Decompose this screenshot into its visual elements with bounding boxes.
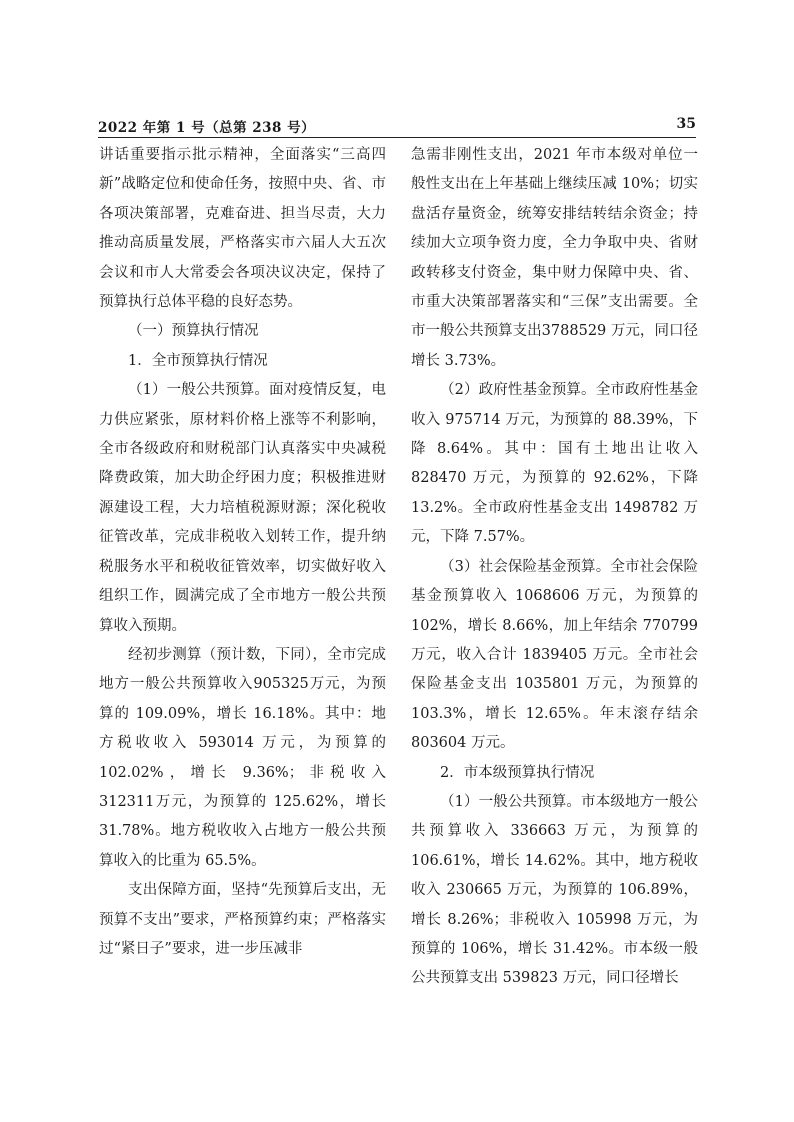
paragraph-fund-budget: （2）政府性基金预算。全市政府性基金收入 975714 万元，为预算的 88.39%，下降 8.64%。其中：国有土地出让收入828470 万元，为预算的 92.62%，下降13.2%。全市政府性基金支出 1498782 万元，下降 7.57%。 (411, 382, 698, 546)
section-heading-budget-execution: （一）预算执行情况 (128, 323, 259, 340)
right-column (411, 141, 698, 994)
paragraph-city-level-general-budget: （1）一般公共预算。市本级地方一般公共预算收入 336663 万元，为预算的106.61%，增长 14.62%。其中，地方税收收入 230665 万元，为预算的 106.89%，增长 8.26%；非税收入 105998 万元，为预算的 106%，增长 31.42%。市本级一般公共预算支出 539823 万元，同口径增长 (411, 793, 698, 987)
paragraph-social-insurance: （3）社会保险基金预算。全市社会保险基金预算收入 1068606 万元，为预算的102%，增长 8.66%，加上年结余 770799万元，收入合计 1839405 万元。全市社会保险基金支出 1035801 万元，为预算的103.3%，增长 12.65%。年末滚存结余803604 万元。 (411, 558, 698, 752)
paragraph-general-budget: （1）一般公共预算。面对疫情反复，电力供应紧张，原材料价格上涨等不利影响，全市各级政府和财税部门认真落实中央减税降费政策，加大助企纾困力度；积极推进财源建设工程，大力培植税源财源；深化税收征管改革，完成非税收入划转工作，提升纳税服务水平和税收征管效率，切实做好收入组织工作，圆满完成了全市地方一般公共预算收入预期。 (99, 382, 386, 634)
header-rule (98, 137, 696, 138)
paragraph-continuation: 讲话重要指示批示精神，全面落实“三高四新”战略定位和使命任务，按照中央、省、市各项决策部署，克难奋进、担当尽责，大力推动高质量发展，严格落实市六届人大五次会议和市人大常委会各项决议决定，保持了预算执行总体平稳的良好态势。 (99, 147, 386, 311)
subsection-heading-city-level: 2．市本级预算执行情况 (440, 764, 595, 781)
page-number: 35 (676, 116, 696, 132)
paragraph-expenditure: 支出保障方面，坚持“先预算后支出，无预算不支出”要求，严格预算约束；严格落实过“紧日子”要求，进一步压减非 (99, 882, 386, 957)
issue-label: 2022 年第 1 号（总第 238 号） (98, 120, 316, 136)
left-column (99, 141, 386, 964)
paragraph-revenue-estimate: 经初步测算（预计数，下同），全市完成地方一般公共预算收入905325万元，为预算的 109.09%，增长 16.18%。其中：地方税收收入 593014 万元，为预算的102.02%，增长 9.36%；非税收入 312311万元，为预算的 125.62%，增长 31.78%。地方税收收入占地方一般公共预算收入的比重为 65.5%。 (99, 646, 386, 869)
paragraph-expenditure-continued: 急需非刚性支出，2021 年市本级对单位一般性支出在上年基础上继续压减 10%；切实盘活存量资金，统筹安排结转结余资金；持续加大立项争资力度，全力争取中央、省财政转移支付资金，集中财力保障中央、省、市重大决策部署落实和“三保”支出需要。全市一般公共预算支出3788529 万元，同口径增长 3.73%。 (411, 147, 698, 369)
running-header (98, 116, 696, 138)
subsection-heading-city-wide: 1．全市预算执行情况 (128, 352, 268, 369)
